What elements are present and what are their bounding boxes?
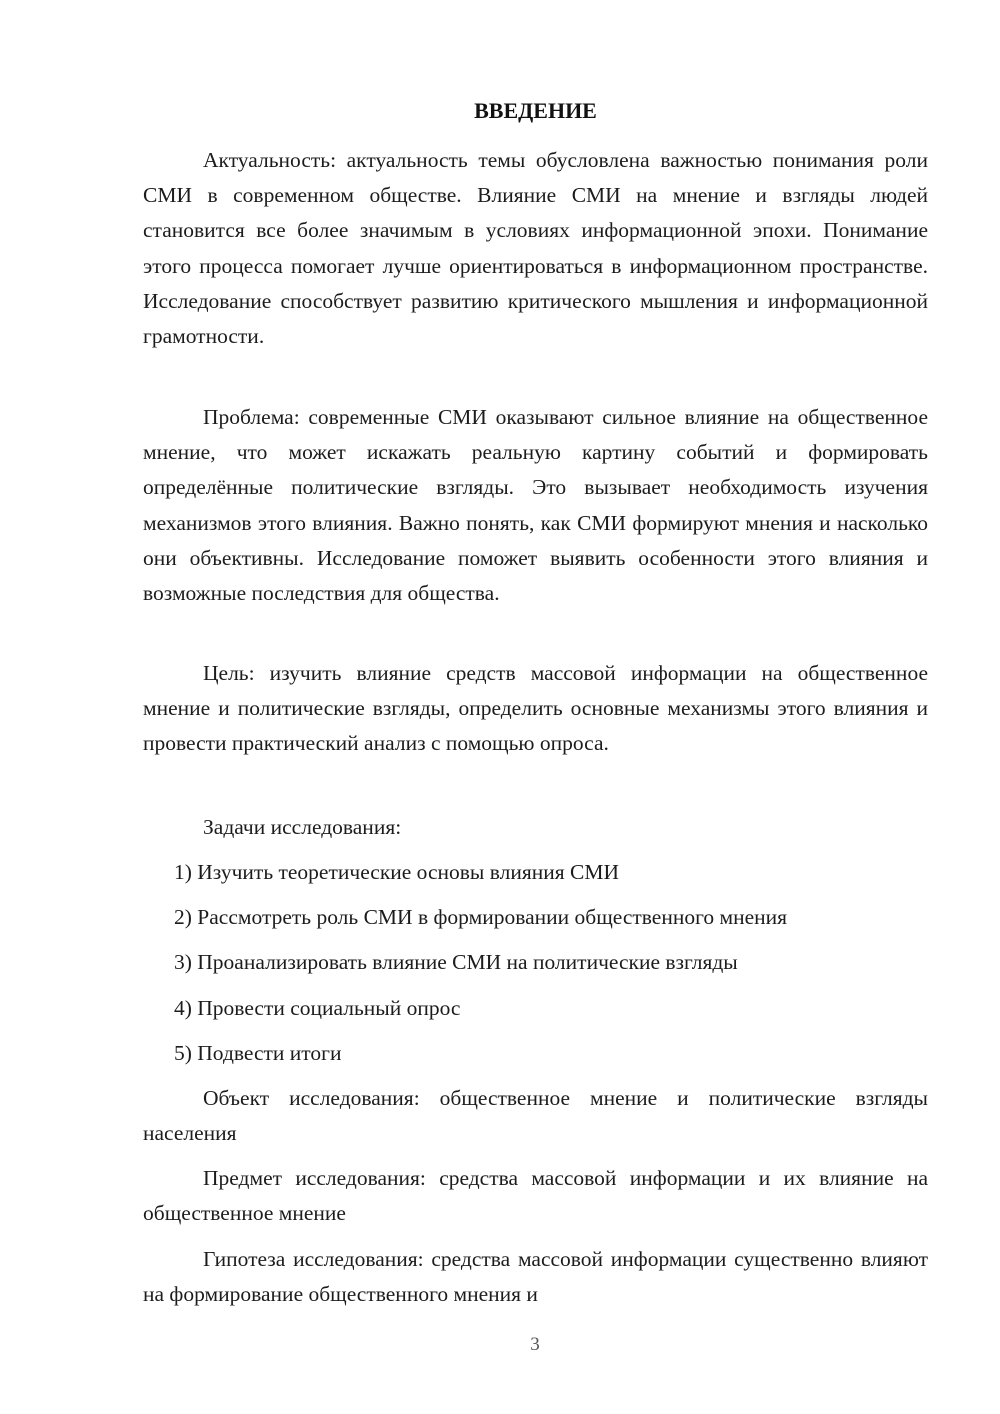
hypothesis-paragraph: Гипотеза исследования: средства массовой информации существенно влияют на формирование общественного мнения и [143,1247,928,1307]
object-paragraph: Объект исследования: общественное мнение и политические взгляды населения [143,1086,928,1146]
subject-paragraph: Предмет исследования: средства массовой информации и их влияние на общественное мнение [143,1166,928,1226]
task-item: 3) Проанализировать влияние СМИ на политические взгляды [174,950,738,974]
tasks-title: Задачи исследования: [203,815,402,839]
task-item: 1) Изучить теоретические основы влияния СМИ [174,860,619,884]
page-number: 3 [530,1334,540,1355]
task-item: 5) Подвести итоги [174,1041,342,1065]
section-heading: ВВЕДЕНИЕ [474,98,597,123]
task-item: 2) Рассмотреть роль СМИ в формировании общественного мнения [174,905,788,929]
task-item: 4) Провести социальный опрос [174,996,461,1020]
relevance-paragraph: Актуальность: актуальность темы обусловлена важностью понимания роли СМИ в современном обществе. Влияние СМИ на мнение и взгляды людей становится все более значимым в условиях информационной эпохи. Понимание этого процесса помогает лучше ориентироваться в информационном пространстве. Исследование способствует развитию критического мышления и информационной грамотности. [143,148,928,349]
problem-paragraph: Проблема: современные СМИ оказывают сильное влияние на общественное мнение, что может искажать реальную картину событий и формировать определённые политические взгляды. Это вызывает необходимость изучения механизмов этого влияния. Важно понять, как СМИ формируют мнения и насколько они объективны. Исследование поможет выявить особенности этого влияния и возможные последствия для общества. [143,405,928,606]
goal-paragraph: Цель: изучить влияние средств массовой информации на общественное мнение и политические взгляды, определить основные механизмы этого влияния и провести практический анализ с помощью опроса. [143,661,928,756]
